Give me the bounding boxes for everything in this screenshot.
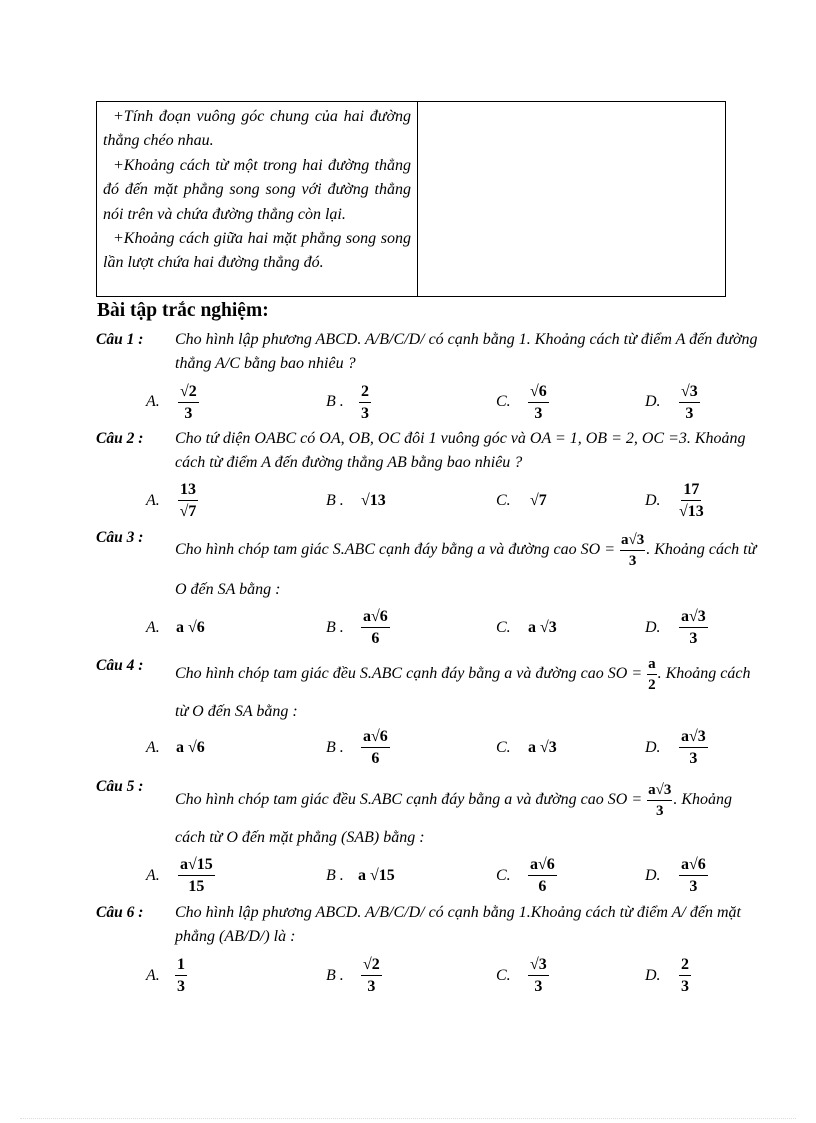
- q6-option-d-letter: D.: [645, 967, 661, 984]
- theory-cell: [103, 105, 411, 276]
- q5-c-num: a√6: [528, 855, 557, 876]
- q1-c-den: 3: [534, 405, 543, 422]
- q4-height-fraction: [647, 655, 657, 694]
- q3-option-c-value: a √3: [528, 619, 557, 636]
- q5-option-d-letter: D.: [645, 867, 661, 884]
- q5-c-den: 6: [538, 878, 547, 895]
- q4-d-num: a√3: [679, 727, 708, 748]
- q3-option-b-value: [361, 607, 390, 648]
- question-1-line-1: Cho hình lập phương ABCD. A/B/C/D/ có cạnh bằng 1. Khoảng cách từ điểm A đến đường: [175, 331, 758, 348]
- q3-option-a-letter: A.: [146, 619, 160, 636]
- q5-d-num: a√6: [679, 855, 708, 876]
- q4-b-num: a√6: [361, 727, 390, 748]
- q5-a-num: a√15: [178, 855, 215, 876]
- theory-paragraph-2: +Khoảng cách từ một trong hai đường thẳng đó đến mặt phẳng song song với đường thẳng nói trên và chứa đường thẳng còn lại.: [103, 156, 411, 223]
- q5-text-a: Cho hình chóp tam giác đều S.ABC cạnh đáy bằng a và đường cao SO =: [175, 791, 643, 809]
- q3-height-num: a√3: [620, 531, 645, 551]
- question-5-line-1: [175, 781, 732, 820]
- q2-option-c-value: √7: [530, 492, 547, 509]
- q1-option-c-letter: C.: [496, 393, 511, 410]
- q6-b-den: 3: [367, 978, 376, 995]
- question-2-line-1: Cho tứ diện OABC có OA, OB, OC đôi 1 vuông góc và OA = 1, OB = 2, OC =3. Khoảng: [175, 430, 746, 447]
- q1-a-num: √2: [178, 382, 199, 403]
- q5-option-d-value: [679, 855, 708, 896]
- question-4-label: Câu 4 :: [96, 657, 144, 674]
- q6-option-a-letter: A.: [146, 967, 160, 984]
- q3-option-c-letter: C.: [496, 619, 511, 636]
- q3-option-d-value: [679, 607, 708, 648]
- q2-option-d-letter: D.: [645, 492, 661, 509]
- q4-height-num: a: [647, 655, 657, 675]
- q4-option-d-letter: D.: [645, 739, 661, 756]
- question-6-text: [175, 901, 741, 949]
- q1-c-num: √6: [528, 382, 549, 403]
- question-6-label: Câu 6 :: [96, 904, 144, 921]
- q2-option-c-letter: C.: [496, 492, 511, 509]
- q6-d-num: 2: [679, 955, 691, 976]
- question-6-line-2: phẳng (AB/D/) là :: [175, 928, 296, 945]
- q1-b-den: 3: [361, 405, 369, 422]
- q6-option-c-value: [528, 955, 549, 996]
- question-2-text: [175, 427, 746, 475]
- q6-c-den: 3: [534, 978, 543, 995]
- q4-option-a-value: a √6: [176, 739, 205, 756]
- q1-a-den: 3: [184, 405, 193, 422]
- q3-d-num: a√3: [679, 607, 708, 628]
- q5-option-a-value: [178, 855, 215, 896]
- q5-a-den: 15: [188, 878, 205, 895]
- q4-text-a: Cho hình chóp tam giác đều S.ABC cạnh đáy bằng a và đường cao SO =: [175, 665, 643, 683]
- q6-c-num: √3: [528, 955, 549, 976]
- q1-option-a-value: [178, 382, 199, 423]
- question-2-label: Câu 2 :: [96, 430, 144, 447]
- q6-a-num: 1: [175, 955, 187, 976]
- q1-option-c-value: [528, 382, 549, 423]
- q3-text-a: Cho hình chóp tam giác S.ABC cạnh đáy bằng a và đường cao SO =: [175, 541, 616, 559]
- q5-d-den: 3: [689, 878, 698, 895]
- theory-paragraph-3: +Khoảng cách giữa hai mặt phẳng song song lần lượt chứa hai đường thẳng đó.: [103, 230, 411, 272]
- q5-text-b: . Khoảng: [673, 791, 733, 809]
- q2-a-den: √7: [179, 503, 197, 520]
- q5-option-b-value: a √15: [358, 867, 395, 884]
- q4-option-d-value: [679, 727, 708, 768]
- section-title: Bài tập trắc nghiệm:: [97, 300, 269, 321]
- q4-option-c-letter: C.: [496, 739, 511, 756]
- q1-d-den: 3: [685, 405, 694, 422]
- q6-option-b-value: [361, 955, 382, 996]
- page-bottom-rule: [20, 1118, 796, 1119]
- q2-option-b-letter: B .: [326, 492, 344, 509]
- question-5-label: Câu 5 :: [96, 778, 144, 795]
- q1-d-num: √3: [679, 382, 700, 403]
- q3-option-b-letter: B .: [326, 619, 344, 636]
- q5-height-fraction: [647, 781, 672, 820]
- q1-option-d-value: [679, 382, 700, 423]
- q3-text-b: . Khoảng cách từ: [646, 541, 757, 559]
- q5-height-den: 3: [655, 803, 664, 819]
- q3-option-a-value: a √6: [176, 619, 205, 636]
- q3-height-den: 3: [628, 553, 637, 569]
- question-1-label: Câu 1 :: [96, 331, 144, 348]
- q3-d-den: 3: [689, 630, 698, 647]
- q3-b-num: a√6: [361, 607, 390, 628]
- question-2-line-2: cách từ điểm A đến đường thẳng AB bằng bao nhiêu ?: [175, 454, 523, 471]
- q4-option-a-letter: A.: [146, 739, 160, 756]
- q5-option-a-letter: A.: [146, 867, 160, 884]
- q4-b-den: 6: [371, 750, 380, 767]
- q4-height-den: 2: [648, 677, 656, 693]
- q6-option-c-letter: C.: [496, 967, 511, 984]
- q2-option-b-value: √13: [361, 492, 386, 509]
- question-3-label: Câu 3 :: [96, 529, 144, 546]
- question-4-line-2: từ O đến SA bằng :: [175, 703, 298, 720]
- q4-option-b-value: [361, 727, 390, 768]
- q6-option-d-value: [679, 955, 691, 996]
- q1-option-a-letter: A.: [146, 393, 160, 410]
- q5-option-c-letter: C.: [496, 867, 511, 884]
- q2-option-a-value: [178, 480, 198, 521]
- q6-option-a-value: [175, 955, 187, 996]
- q5-height-num: a√3: [647, 781, 672, 801]
- question-3-line-1: [175, 531, 756, 570]
- question-5-line-2: cách từ O đến mặt phẳng (SAB) bằng :: [175, 829, 425, 846]
- question-6-line-1: Cho hình lập phương ABCD. A/B/C/D/ có cạnh bằng 1.Khoảng cách từ điểm A/ đến mặt: [175, 904, 741, 921]
- q2-d-den: √13: [679, 503, 704, 520]
- theory-table: [96, 101, 726, 297]
- q4-option-c-value: a √3: [528, 739, 557, 756]
- question-3-line-2: O đến SA bằng :: [175, 581, 281, 598]
- question-1-line-2: thẳng A/C bằng bao nhiêu ?: [175, 355, 356, 372]
- q1-option-b-value: [359, 382, 371, 423]
- question-4-line-1: [175, 655, 750, 694]
- q3-option-d-letter: D.: [645, 619, 661, 636]
- q1-option-d-letter: D.: [645, 393, 661, 410]
- q3-height-fraction: [620, 531, 645, 570]
- theory-paragraph-1: +Tính đoạn vuông góc chung của hai đường thẳng chéo nhau.: [103, 108, 411, 150]
- q2-option-d-value: [679, 480, 704, 521]
- q1-b-num: 2: [359, 382, 371, 403]
- q4-d-den: 3: [689, 750, 698, 767]
- table-divider: [417, 102, 418, 296]
- q6-a-den: 3: [177, 978, 185, 995]
- q6-b-num: √2: [361, 955, 382, 976]
- q5-option-b-letter: B .: [326, 867, 344, 884]
- q4-option-b-letter: B .: [326, 739, 344, 756]
- q6-d-den: 3: [681, 978, 689, 995]
- q5-option-c-value: [528, 855, 557, 896]
- q1-option-b-letter: B .: [326, 393, 344, 410]
- q2-option-a-letter: A.: [146, 492, 160, 509]
- question-1-text: [175, 328, 758, 376]
- q3-b-den: 6: [371, 630, 380, 647]
- q4-text-b: . Khoảng cách: [657, 665, 751, 683]
- q6-option-b-letter: B .: [326, 967, 344, 984]
- q2-a-num: 13: [178, 480, 198, 501]
- q2-d-num: 17: [681, 480, 701, 501]
